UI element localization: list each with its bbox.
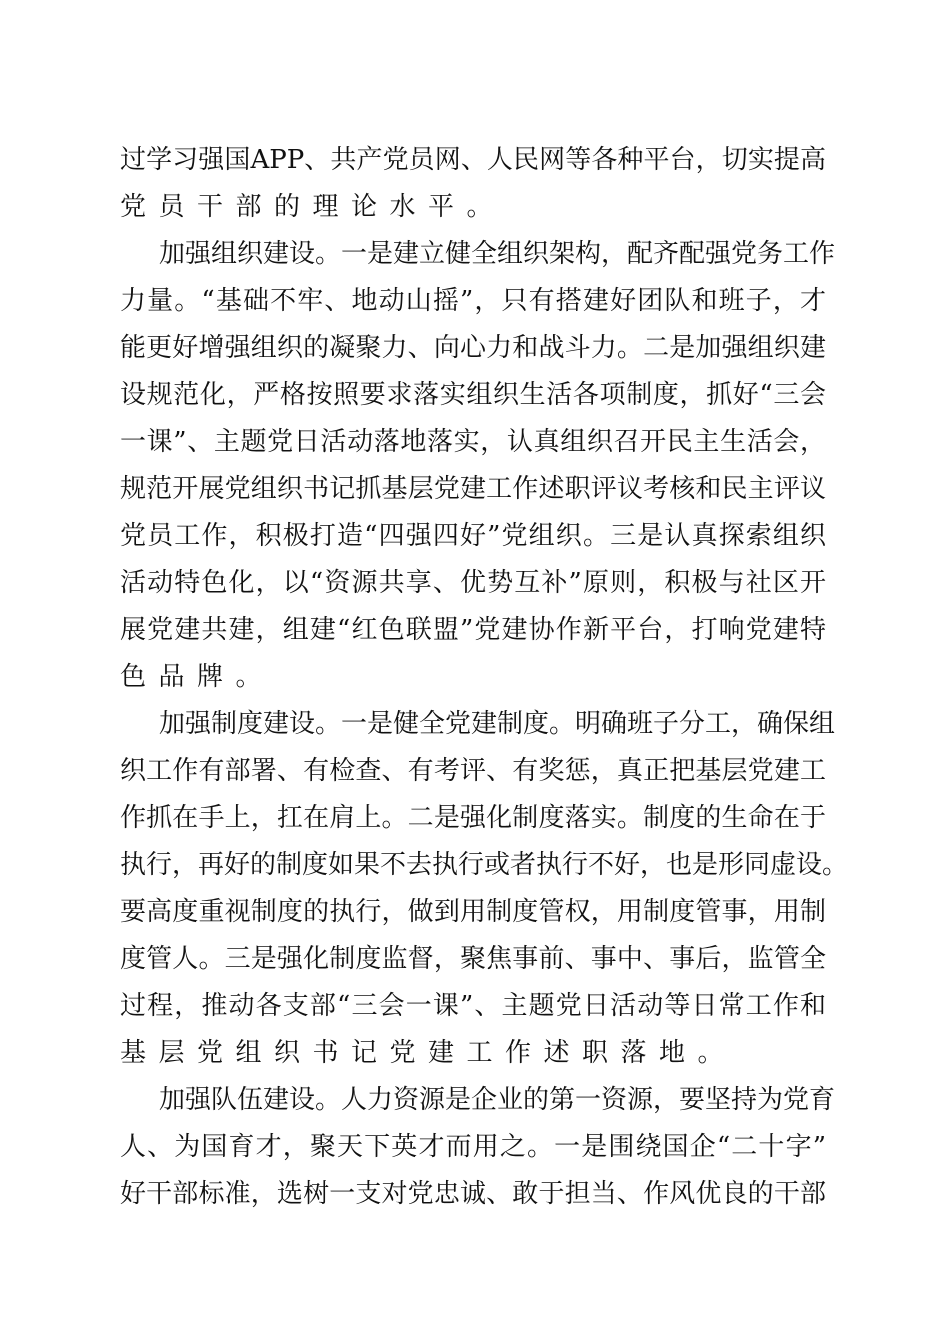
document-page: [120, 137, 849, 1218]
text-line: 人、为国育才，聚天下英才而用之。一是围绕国企“二十字”: [120, 1132, 826, 1162]
text-line: 规范开展党组织书记抓基层党建工作述职评议考核和民主评议: [120, 474, 826, 504]
text-line: 过程，推动各支部“三会一课”、主题党日活动等日常工作和: [120, 991, 826, 1021]
text-line: 加强制度建设。一是健全党建制度。明确班子分工，确保组: [159, 709, 836, 739]
text-line: 加强队伍建设。人力资源是企业的第一资源，要坚持为党育: [159, 1085, 836, 1115]
text-line: 一课”、主题党日活动落地落实，认真组织召开民主生活会，: [120, 427, 826, 457]
text-line: 要高度重视制度的执行，做到用制度管权，用制度管事，用制: [120, 897, 826, 927]
text-line: 加强组织建设。一是建立健全组织架构，配齐配强党务工作: [159, 239, 836, 269]
paragraph: [120, 701, 849, 1077]
text-line: 党员干部的理论水平。: [120, 192, 506, 222]
text-line: 党员工作，积极打造“四强四好”党组织。三是认真探索组织: [120, 521, 826, 551]
paragraph: [120, 1077, 836, 1218]
text-line: 织工作有部署、有检查、有考评、有奖惩，真正把基层党建工: [120, 756, 826, 786]
paragraph: [120, 137, 826, 231]
text-line: 度管人。三是强化制度监督，聚焦事前、事中、事后，监管全: [120, 944, 826, 974]
text-line: 力量。“基础不牢、地动山摇”，只有搭建好团队和班子，才: [120, 286, 826, 316]
text-line: 活动特色化，以“资源共享、优势互补”原则，积极与社区开: [120, 568, 826, 598]
text-line: 色品牌。: [120, 662, 275, 692]
text-line: 作抓在手上，扛在肩上。二是强化制度落实。制度的生命在于: [120, 803, 826, 833]
text-line: 能更好增强组织的凝聚力、向心力和战斗力。二是加强组织建: [120, 333, 826, 363]
text-line: 设规范化，严格按照要求落实组织生活各项制度，抓好“三会: [120, 380, 826, 410]
text-line: 好干部标准，选树一支对党忠诚、敢于担当、作风优良的干部: [120, 1179, 826, 1209]
text-line: 过学习强国APP、共产党员网、人民网等各种平台，切实提高: [120, 145, 826, 175]
text-line: 基层党组织书记党建工作述职落地。: [120, 1038, 737, 1068]
text-line: 执行，再好的制度如果不去执行或者执行不好，也是形同虚设。: [120, 850, 849, 880]
text-line: 展党建共建，组建“红色联盟”党建协作新平台，打响党建特: [120, 615, 826, 645]
paragraph: [120, 231, 836, 701]
